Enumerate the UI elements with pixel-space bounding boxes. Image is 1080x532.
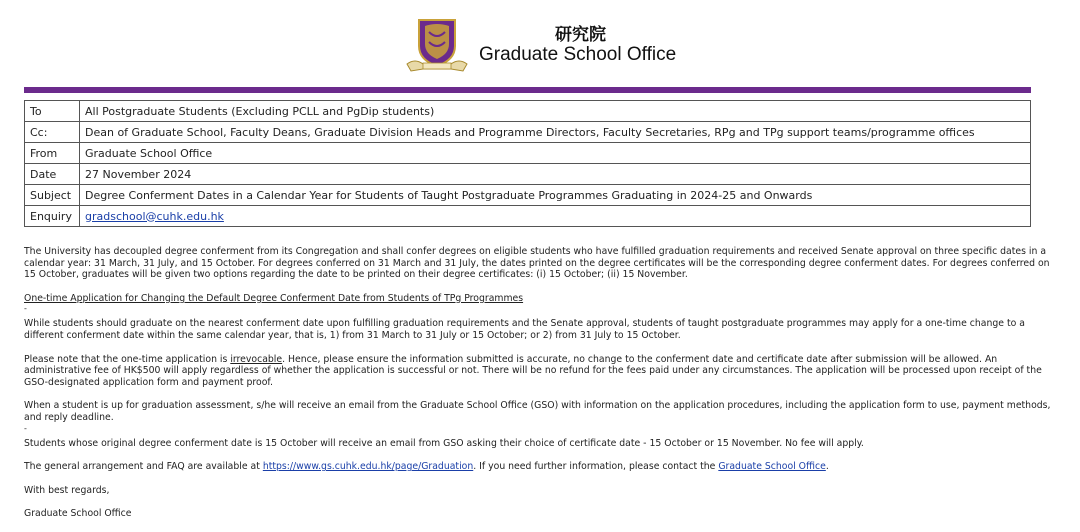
separator-dash: - — [24, 304, 27, 314]
memo-row-cc — [25, 122, 1031, 143]
header-title-chinese: 研究院 — [555, 25, 606, 45]
intro-paragraph: The University has decoupled degree conferment from its Congregation and shall confer degrees on eligible students who have fulfilled graduation requirements and received Senate approval on three specific dates in a calendar year: 31 March, 31 July, and 15 October. For degrees conferred on 31 March and 31 July, the dates printed on the degree certificates will be the corresponding degree conferment dates. For degrees conferred on 15 October, graduates will be given two options regarding the date to be printed on their degree certificates: (i) 15 October; (ii) 15 November. — [24, 246, 1050, 281]
cuhk-logo-icon — [405, 16, 469, 74]
memo-row-enquiry — [25, 206, 1031, 227]
section-heading: One-time Application for Changing the Default Degree Conferment Date from Students of TPg Programmes — [24, 292, 524, 304]
memo-label: To — [25, 101, 80, 122]
irrevocable-paragraph — [24, 354, 1059, 389]
irrevocable-text-start: Please note that the one-time application is — [24, 353, 231, 365]
notice-body — [24, 246, 1059, 532]
enquiry-email-link[interactable]: gradschool@cuhk.edu.hk — [85, 209, 224, 223]
page-header — [405, 14, 705, 74]
assessment-paragraph: When a student is up for graduation assessment, s/he will receive an email from the Graduate School Office (GSO) with information on the application procedures, including the application form to use, payment methods, and reply deadline. — [24, 400, 1051, 423]
application-paragraph: While students should graduate on the nearest conferment date upon fulfilling graduation requirements and the Senate approval, students of taught postgraduate programmes may apply for a one-time change to a different conferment date within the same calendar year, that is, 1) from 31 March to 31 July or 15 October; or 2) from 31 July to 15 October. — [24, 318, 1025, 341]
memo-row-date — [25, 164, 1031, 185]
memo-label: Date — [25, 164, 80, 185]
memo-row-from — [25, 143, 1031, 164]
faq-text-middle: . If you need further information, please contact the — [473, 461, 719, 473]
memo-value: All Postgraduate Students (Excluding PCLL and PgDip students) — [80, 101, 1031, 122]
graduation-page-link[interactable]: https://www.gs.cuhk.edu.hk/page/Graduation — [262, 461, 474, 473]
memo-row-to — [25, 101, 1031, 122]
certificate-date-paragraph: Students whose original degree conferment date is 15 October will receive an email from GSO asking their choice of certificate date - 15 October or 15 November. No fee will apply. — [24, 437, 864, 449]
memo-label: From — [25, 143, 80, 164]
memo-label: Subject — [25, 185, 80, 206]
faq-text-start: The general arrangement and FAQ are available at — [24, 461, 263, 473]
memo-label: Enquiry — [25, 206, 80, 227]
separator-dash: - — [24, 423, 27, 433]
gso-contact-link[interactable]: Graduate School Office — [718, 461, 826, 473]
header-title-english: Graduate School Office — [479, 44, 677, 65]
irrevocable-text-end: . Hence, please ensure the information submitted is accurate, no change to the conferment date and certificate date after submission will be allowed. An administrative fee of HK$500 will apply regardless of whether the application is successful or not. There will be no refund for the fees paid under any circumstances. The application will be processed upon receipt of the GSO-designated application form and payment proof. — [24, 353, 1042, 388]
closing-line: With best regards, — [24, 484, 110, 496]
irrevocable-emphasis: irrevocable — [230, 353, 283, 365]
memo-value: Degree Conferment Dates in a Calendar Year for Students of Taught Postgraduate Programmes Graduating in 2024-25 and Onwards — [80, 185, 1031, 206]
memo-label: Cc: — [25, 122, 80, 143]
memo-row-subject — [25, 185, 1031, 206]
memo-header-table — [24, 100, 1031, 227]
memo-value: Dean of Graduate School, Faculty Deans, Graduate Division Heads and Programme Directors, Faculty Secretaries, RPg and TPg support teams/programme offices — [80, 122, 1031, 143]
memo-value — [80, 206, 1031, 227]
memo-value: Graduate School Office — [80, 143, 1031, 164]
signature-line: Graduate School Office — [24, 508, 132, 520]
faq-paragraph — [24, 461, 1059, 473]
memo-value: 27 November 2024 — [80, 164, 1031, 185]
faq-text-end: . — [825, 461, 829, 473]
header-divider-bar — [24, 87, 1031, 93]
